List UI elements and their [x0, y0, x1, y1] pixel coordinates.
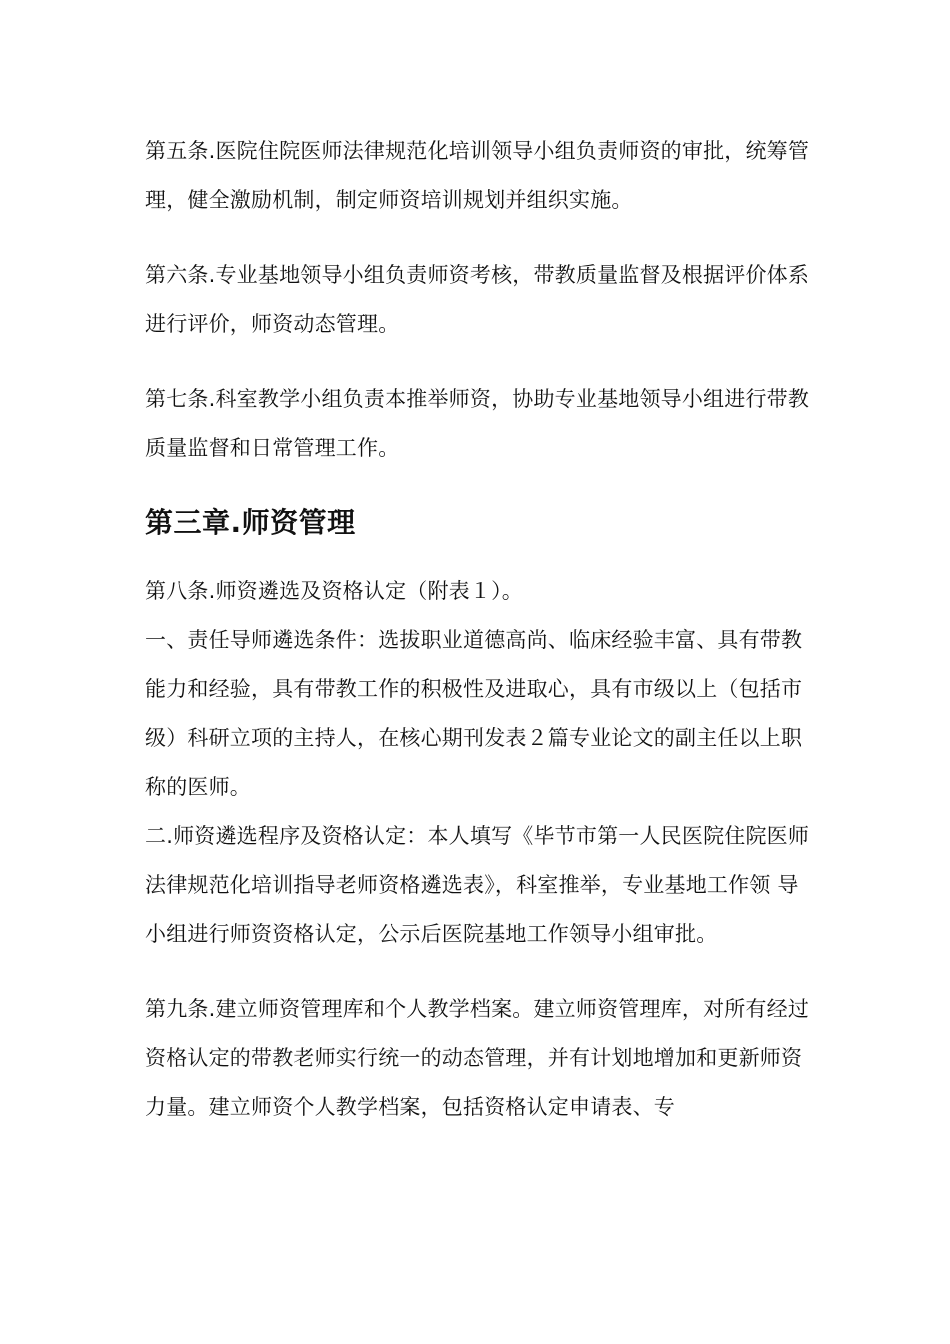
article-8-item-1: 一、责任导师遴选条件：选拔职业道德高尚、临床经验丰富、具有带教能力和经验，具有带教工作的积极性及进取心，具有市级以上（包括市级）科研立项的主持人，在核心期刊发表２篇专业论文的副主任以上职称的医师。	[145, 628, 803, 799]
chapter-heading: 第三章.师资管理	[145, 506, 356, 539]
article-5: 第五条.医院住院医师法律规范化培训领导小组负责师资的审批，统筹管理，健全激励机制，制定师资培训规划并组织实施。	[145, 139, 810, 212]
article-7: 第七条.科室教学小组负责本推举师资，协助专业基地领导小组进行带教质量监督和日常管理工作。	[145, 387, 810, 460]
article-8-item-2: 二.师资遴选程序及资格认定：本人填写《毕节市第一人民医院住院医师法律规范化培训指导老师资格遴选表》，科室推举，专业基地工作领 导小组进行师资资格认定，公示后医院基地工作领导小组审批。	[145, 824, 810, 946]
article-8: 第八条.师资遴选及资格认定（附表１）。	[145, 579, 523, 603]
document-body	[145, 127, 810, 1132]
article-6: 第六条.专业基地领导小组负责师资考核，带教质量监督及根据评价体系进行评价，师资动态管理。	[145, 263, 810, 336]
article-9: 第九条.建立师资管理库和个人教学档案。建立师资管理库，对所有经过资格认定的带教老师实行统一的动态管理，并有计划地增加和更新师资力量。建立师资个人教学档案，包括资格认定申请表、专	[145, 997, 810, 1119]
